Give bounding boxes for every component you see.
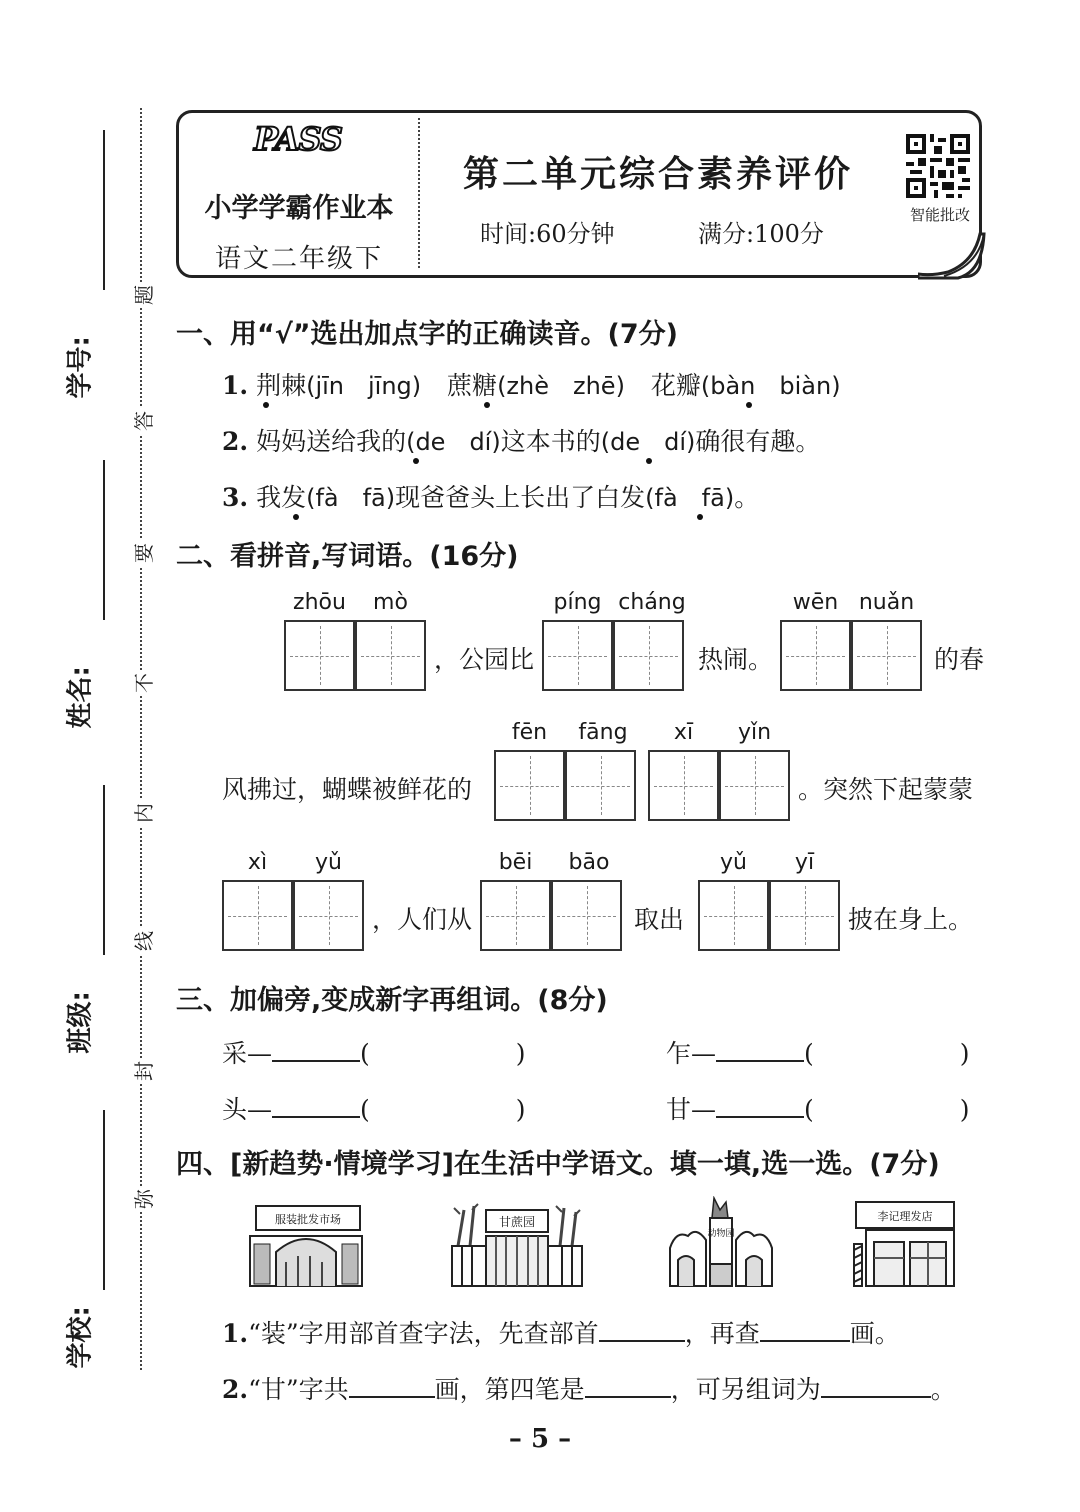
character-box[interactable] <box>719 750 790 821</box>
s3-item <box>222 1034 526 1070</box>
s1-q3-text-a: 我发 <box>256 483 307 512</box>
seal-char: 不 <box>131 670 157 696</box>
page-number: – 5 – <box>508 1424 572 1454</box>
s1-q1-word3: 花瓣 <box>650 371 701 400</box>
s2-text: 披在身上。 <box>848 905 974 934</box>
s1-q2-pinyin-a[interactable]: (de dí) <box>406 428 501 456</box>
s1-q2-text-c: 确很有趣。 <box>695 427 821 456</box>
emphasis-dot <box>646 458 652 464</box>
s1-q3-text-c: 。 <box>734 483 760 512</box>
seal-char: 要 <box>131 540 157 566</box>
s3-paren-close: ) <box>959 1039 970 1068</box>
pinyin-label: fēn <box>511 720 548 745</box>
s1-q3-number: 3. <box>222 483 249 512</box>
s3-paren-open: ( <box>360 1039 370 1068</box>
page-title: 第二单元综合素养评价 <box>462 153 853 195</box>
sign-barber-shop: 李记理发店 <box>877 1210 933 1223</box>
s3-item-char: 甘— <box>666 1095 717 1124</box>
pinyin-label: xī <box>673 720 694 745</box>
seal-char: 内 <box>131 800 157 826</box>
s1-q2-pinyin-b[interactable]: (de dí) <box>600 428 696 456</box>
s1-q3-pinyin-a[interactable]: (fà fā) <box>306 484 396 512</box>
character-box[interactable] <box>648 750 719 821</box>
pinyin-label: bāo <box>568 850 610 875</box>
sign-zoo: 动物园 <box>707 1229 735 1239</box>
emphasis-dot <box>293 514 299 520</box>
s1-q1-number: 1. <box>222 371 249 400</box>
seal-char: 题 <box>131 282 157 308</box>
s1-q2-number: 2. <box>222 427 249 456</box>
s3-item-char: 采— <box>222 1039 273 1068</box>
s3-paren-close: ) <box>515 1095 526 1124</box>
name-label: 姓名: <box>65 666 96 729</box>
student-id-line[interactable] <box>103 130 105 290</box>
s1-q1-word1: 荆棘 <box>256 371 307 400</box>
pinyin-label: yǔ <box>720 850 747 875</box>
s4-q1-text-b: ，再查 <box>684 1319 760 1348</box>
pass-logo: PASS <box>253 120 343 158</box>
s2-text: 热闹。 <box>698 645 774 674</box>
s4-q2-text-d: 。 <box>930 1375 956 1404</box>
s4-question-2 <box>222 1370 956 1406</box>
emphasis-dot <box>484 402 490 408</box>
sign-clothing-market: 服装批发市场 <box>275 1213 341 1226</box>
s1-q1-pinyin2[interactable]: (zhè zhē) <box>497 372 625 400</box>
emphasis-dot <box>697 514 703 520</box>
school-line[interactable] <box>103 1110 105 1290</box>
s3-paren-open: ( <box>360 1095 370 1124</box>
pinyin-label: zhōu <box>293 590 346 615</box>
s4-q2-number: 2. <box>222 1375 249 1404</box>
s2-text: ，公园比 <box>434 645 535 674</box>
answer-blank[interactable] <box>760 1316 850 1342</box>
answer-blank[interactable] <box>716 1036 804 1062</box>
answer-blank[interactable] <box>272 1036 360 1062</box>
s1-q1-pinyin3[interactable]: (bàn biàn) <box>700 372 841 400</box>
pinyin-label: nuǎn <box>858 590 915 615</box>
character-box[interactable] <box>284 620 355 691</box>
header-divider <box>418 118 420 268</box>
character-box[interactable] <box>851 620 922 691</box>
class-line[interactable] <box>103 785 105 955</box>
school-label: 学校: <box>65 1306 96 1369</box>
section4-heading: 四、[新趋势·情境学习]在生活中学语文。填一填,选一选。(7分) <box>176 1149 940 1180</box>
qr-caption: 智能批改 <box>909 206 970 224</box>
section3-heading: 三、加偏旁,变成新字再组词。(8分) <box>176 985 608 1016</box>
seal-char: 答 <box>131 408 157 434</box>
answer-blank[interactable] <box>272 1092 360 1118</box>
s4-q1-text-a: “装”字用部首查字法，先查部首 <box>248 1319 599 1348</box>
s1-q1-pinyin1[interactable]: (jīn jīng) <box>306 372 422 400</box>
sign-sugarcane-garden: 甘蔗园 <box>498 1215 536 1229</box>
s3-paren-close: ) <box>959 1095 970 1124</box>
s1-question-3 <box>222 478 759 514</box>
s4-question-1 <box>222 1314 900 1350</box>
pinyin-label: bēi <box>498 850 533 875</box>
s4-q2-text-c: ，可另组词为 <box>670 1375 821 1404</box>
pinyin-label: píng <box>553 590 602 615</box>
pinyin-label: wēn <box>792 590 839 615</box>
character-box[interactable] <box>613 620 684 691</box>
s1-q3-pinyin-b[interactable]: (fà fā) <box>645 484 735 512</box>
character-box[interactable] <box>293 880 364 951</box>
answer-blank[interactable] <box>585 1372 671 1398</box>
s1-question-2 <box>222 422 820 458</box>
s1-q2-text-b: 这本书的 <box>500 427 601 456</box>
s1-q3-text-b: 现爸爸头上长出了白发 <box>395 483 646 512</box>
s3-paren-open: ( <box>804 1095 814 1124</box>
s2-text: 的春 <box>934 645 985 674</box>
answer-blank[interactable] <box>599 1316 685 1342</box>
s4-q2-text-b: 画，第四笔是 <box>434 1375 585 1404</box>
s3-item <box>222 1090 526 1126</box>
emphasis-dot <box>263 402 269 408</box>
seal-char: 封 <box>131 1058 157 1084</box>
seal-char: 线 <box>131 928 157 954</box>
pinyin-label: mò <box>373 590 408 615</box>
s3-item-char: 头— <box>222 1095 273 1124</box>
answer-blank[interactable] <box>716 1092 804 1118</box>
name-line[interactable] <box>103 460 105 620</box>
pinyin-label: fāng <box>578 720 628 745</box>
s1-q1-word2: 蔗糖 <box>447 371 498 400</box>
seal-char: 弥 <box>131 1186 157 1212</box>
s4-q1-number: 1. <box>222 1319 249 1348</box>
grade-label: 语文二年级下 <box>214 244 383 274</box>
character-box[interactable] <box>698 880 769 951</box>
character-box[interactable] <box>355 620 426 691</box>
s3-item <box>666 1090 970 1126</box>
s3-paren-open: ( <box>804 1039 814 1068</box>
time-label: 时间:60分钟 <box>480 220 615 248</box>
character-box[interactable] <box>565 750 636 821</box>
section1-heading: 一、用“√”选出加点字的正确读音。(7分) <box>176 319 678 350</box>
score-label: 满分:100分 <box>698 220 824 248</box>
clothing-market-illustration <box>246 1196 366 1288</box>
zoo-illustration <box>666 1196 776 1288</box>
s2-text: 风拂过，蝴蝶被鲜花的 <box>222 775 473 804</box>
character-box[interactable] <box>542 620 613 691</box>
s2-text: 。突然下起蒙蒙 <box>798 775 974 804</box>
character-box[interactable] <box>780 620 851 691</box>
qr-code-icon[interactable] <box>906 134 970 198</box>
page-curl-decoration <box>918 232 988 286</box>
pinyin-label: yǔ <box>315 850 342 875</box>
s4-q1-text-c: 画。 <box>849 1319 900 1348</box>
pinyin-label: yǐn <box>737 720 772 745</box>
s1-q2-text-a: 妈妈送给我的 <box>256 427 407 456</box>
s3-item-char: 乍— <box>666 1039 717 1068</box>
s3-item <box>666 1034 970 1070</box>
pinyin-label: cháng <box>618 590 686 615</box>
character-box[interactable] <box>222 880 293 951</box>
character-box[interactable] <box>494 750 565 821</box>
barber-shop-illustration <box>852 1196 962 1288</box>
section2-heading: 二、看拼音,写词语。(16分) <box>176 541 519 572</box>
answer-blank[interactable] <box>821 1372 931 1398</box>
sugarcane-garden-illustration <box>450 1196 584 1288</box>
s2-text: 取出 <box>634 905 685 934</box>
emphasis-dot <box>746 402 752 408</box>
student-id-label: 学号: <box>65 336 96 399</box>
answer-blank[interactable] <box>349 1372 435 1398</box>
s2-text: ，人们从 <box>372 905 473 934</box>
s3-paren-close: ) <box>515 1039 526 1068</box>
emphasis-dot <box>413 458 419 464</box>
s4-q2-text-a: “甘”字共 <box>248 1375 349 1404</box>
character-box[interactable] <box>769 880 840 951</box>
character-box[interactable] <box>551 880 622 951</box>
character-box[interactable] <box>480 880 551 951</box>
pinyin-label: yī <box>794 850 815 875</box>
s1-question-1 <box>222 366 841 402</box>
class-label: 班级: <box>65 991 96 1054</box>
brand-name: 小学学霸作业本 <box>204 193 394 224</box>
pinyin-label: xì <box>247 850 268 875</box>
